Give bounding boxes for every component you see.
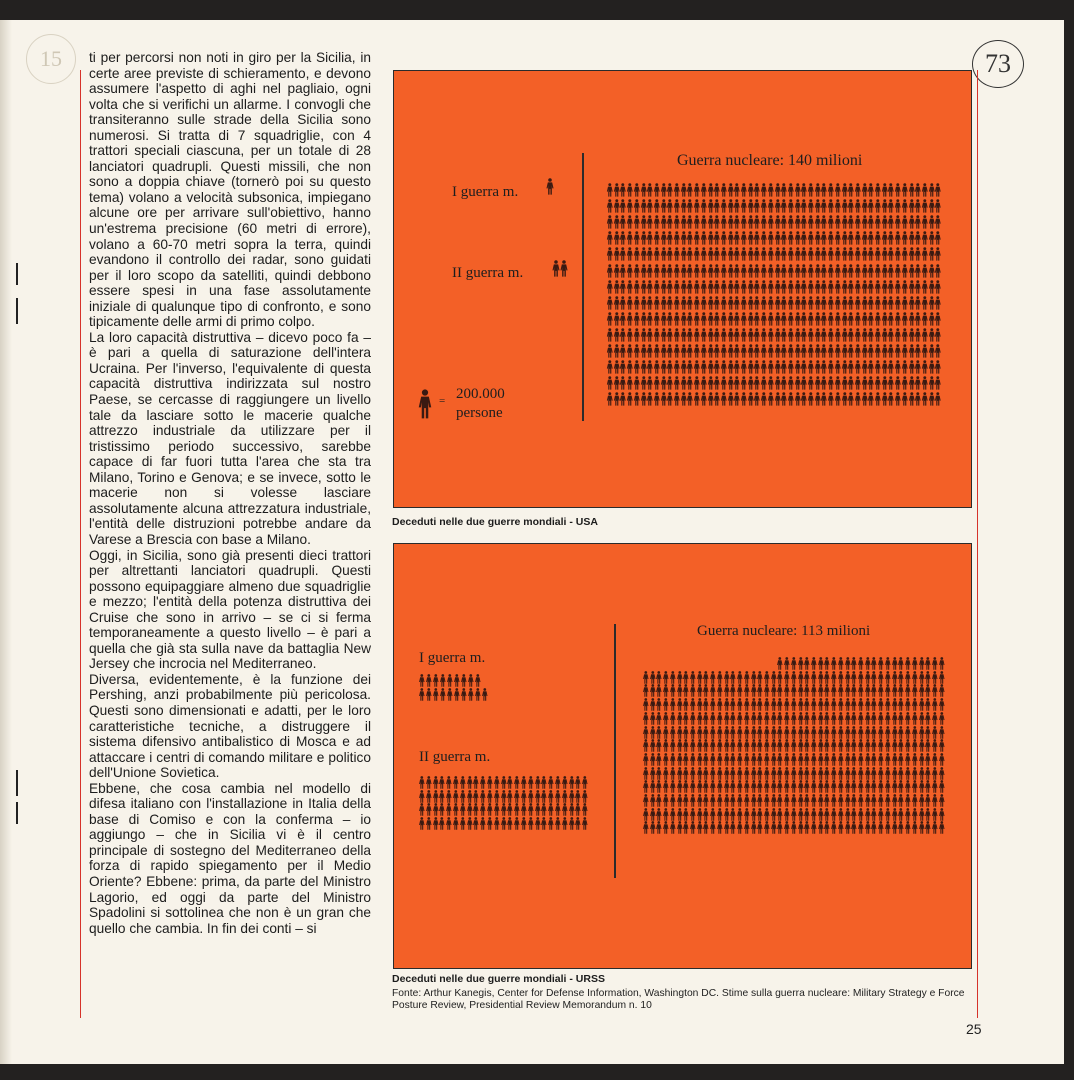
page-number: 25 (966, 1021, 982, 1037)
person-icon (938, 671, 946, 684)
legend-value: 200.000 (456, 386, 505, 402)
urss-nuclear-crowd (642, 657, 947, 879)
person-icon (934, 280, 942, 294)
legend-person-icon (418, 389, 432, 421)
person-icon (938, 657, 946, 670)
right-red-rule (977, 70, 978, 1018)
urss-nuclear-label: Guerra nucleare: 113 milioni (697, 623, 871, 639)
article-body (89, 50, 371, 936)
handwritten-page-stamp (972, 40, 1024, 88)
usa-nuclear-crowd (606, 183, 946, 423)
person-icon (938, 726, 946, 739)
urss-ww1-crowd (418, 674, 490, 714)
usa-chart-panel (393, 70, 972, 508)
faint-stamp-number: 15 (40, 46, 62, 71)
person-icon (418, 389, 432, 419)
usa-ww2-label: II guerra m. (452, 265, 524, 281)
page-binding-shadow (0, 20, 12, 1064)
person-icon (581, 817, 589, 830)
person-icon (934, 183, 942, 197)
urss-ww2-label: II guerra m. (419, 749, 491, 765)
person-icon (934, 231, 942, 245)
person-icon (581, 790, 589, 803)
usa-chart-caption: Deceduti nelle due guerre mondiali - USA (392, 516, 598, 528)
person-icon (560, 260, 568, 277)
person-icon (938, 808, 946, 821)
person-icon (934, 376, 942, 390)
person-icon (934, 215, 942, 229)
article-paragraph: ti per percorsi non noti in giro per la Sicilia, in certe aree previste di schieramento, e devono assumere l'aspetto di aghi nel pagliaio, ogni volta che si verifichi un allarme. I convogli che transiteranno sulle strade della Sicilia sono numerosi. Si tratta di 7 squadriglie, con 4 trattori speciali ciascuna, per un totale di 28 lanciatori quadrupli. Questi missili, che non sono a doppia chiave (tornerò poi su questo tema) volano a velocità subsonica, impiegano alcune ore per arrivare sull'obiettivo, hanno un'estrema precisione (60 metri di errore), volano a 60-70 metri sopra la terra, quindi evandono il controllo dei radar, sono guidati per il loro scopo da satelliti, quindi debbono essere spesi in una fase assolutamente iniziale di qualunque tipo di confronto, e sono tipicamente delle armi di primo colpo. (89, 50, 371, 330)
chart-divider (614, 624, 616, 878)
chart-divider (582, 153, 584, 421)
usa-ww1-label: I guerra m. (452, 184, 519, 200)
person-icon (938, 698, 946, 711)
article-paragraph: La loro capacità distruttiva – dicevo poco fa – è pari a quella di saturazione dell'intera Ucraina. Per l'inverso, l'equivalente di questa capacità distruttiva indirizzata sul nostro Paese, se cercasse di raggiungere un livello tale da lasciare sotto le macerie qualche attrezzo industriale da utilizzare per il tristissimo periodo successivo, sarebbe capace di far fuori tutta l'area che sta tra Milano, Torino e Genova; e se invece, sotto le macerie non si volesse lasciare assolutamente alcuna attrezzatura industriale, l'entità delle distruzioni potrebbe andare da Varese a Brescia con base a Milano. (89, 329, 371, 547)
person-icon (934, 392, 942, 406)
person-icon (938, 794, 946, 807)
person-icon (546, 178, 554, 195)
usa-ww2-crowd (552, 260, 570, 280)
left-red-rule (80, 70, 81, 1018)
person-icon (938, 684, 946, 697)
person-icon (938, 753, 946, 766)
person-icon (934, 360, 942, 374)
person-icon (934, 247, 942, 261)
person-icon (552, 260, 560, 277)
urss-chart-panel (393, 543, 972, 969)
person-icon (938, 739, 946, 752)
urss-ww1-label: I guerra m. (419, 650, 486, 666)
person-icon (934, 328, 942, 342)
person-icon (938, 821, 946, 834)
source-note: Fonte: Arthur Kanegis, Center for Defense Information, Washington DC. Stime sulla guerra nucleare: Military Strategy e Force Posture Review, Presidential Review Memorandum n. 10 (392, 988, 965, 1012)
person-icon (581, 803, 589, 816)
usa-ww1-crowd (546, 178, 560, 198)
urss-chart-caption: Deceduti nelle due guerre mondiali - URSS (392, 973, 605, 985)
legend-equals: = (439, 395, 446, 407)
person-icon (481, 688, 489, 701)
person-icon (934, 296, 942, 310)
article-paragraph: Ebbene, che cosa cambia nel modello di difesa italiano con l'installazione in Italia della base di Comiso e con la conferma – io aggiungo – che in Sicilia vi è il centro principale di sostegno del Mediterraneo della forza di rapido spiegamento per il Medio Oriente? Ebbene: prima, da parte del Ministro Lagorio, ed oggi da parte del Ministro Spadolini si sottolinea che non è un gran che quello che cambia. In fin dei conti – si (89, 780, 371, 936)
urss-ww2-crowd (418, 776, 593, 846)
person-icon (938, 712, 946, 725)
person-icon (474, 674, 482, 687)
faint-page-stamp (26, 34, 76, 84)
margin-mark (16, 263, 18, 285)
margin-mark (16, 770, 18, 796)
person-icon (934, 199, 942, 213)
person-icon (938, 767, 946, 780)
margin-mark (16, 298, 18, 324)
margin-mark (16, 802, 18, 824)
person-icon (934, 344, 942, 358)
article-paragraph: Oggi, in Sicilia, sono già presenti dieci trattori per altrettanti lanciatori quadrupli. Questi possono equipaggiare almeno due squadriglie e mezzo; l'entità della potenza distruttiva dei Cruise che sono in arrivo – se ci si ferma temporaneamente a questo livello – è pari a quella che già sta sulla nave da battaglia New Jersey che incrocia nel Mediterraneo. (89, 547, 371, 672)
person-icon (938, 780, 946, 793)
stamp-number: 73 (985, 49, 1011, 78)
usa-nuclear-label: Guerra nucleare: 140 milioni (677, 152, 863, 169)
legend-label: persone (456, 405, 503, 421)
person-icon (934, 264, 942, 278)
article-paragraph: Diversa, evidentemente, è la funzione dei Pershing, anzi probabilmente più pericolosa. Questi sono dimensionati e adatti, per le loro caratteristiche tecniche, a distruggere il sistema difensivo antibalistico di Mosca e ad attaccare i centri di comando militare e politico dell'Unione Sovietica. (89, 671, 371, 781)
person-icon (581, 776, 589, 789)
person-icon (934, 312, 942, 326)
